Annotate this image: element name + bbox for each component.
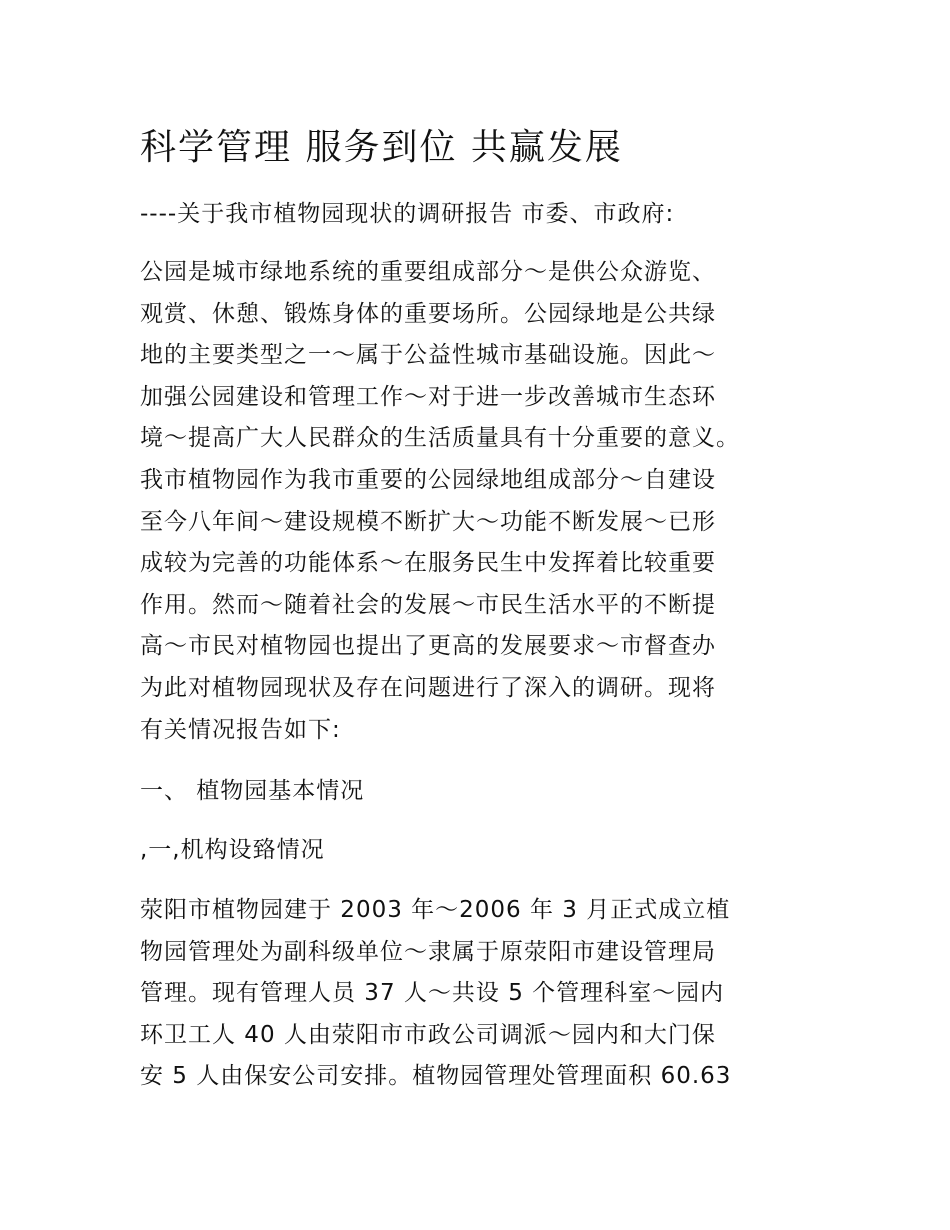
paragraph-line: 成较为完善的功能体系～在服务民生中发挥着比较重要 xyxy=(140,550,716,577)
paragraph-line: 地的主要类型之一～属于公益性城市基础设施。因此～ xyxy=(140,342,716,369)
paragraph-line: 公园是城市绿地系统的重要组成部分～是供公众游览、 xyxy=(140,259,716,285)
paragraph-line: 至今八年间～建设规模不断扩大～功能不断发展～已形 xyxy=(140,508,716,535)
paragraph-line: 为此对植物园现状及存在问题进行了深入的调研。现将 xyxy=(140,674,716,701)
paragraph-line: 物园管理处为副科级单位～隶属于原荥阳市建设管理局 xyxy=(140,938,716,965)
paragraph-line: 有关情况报告如下: xyxy=(140,716,341,743)
paragraph-line: 高～市民对植物园也提出了更高的发展要求～市督查办 xyxy=(140,633,716,660)
paragraph-organization xyxy=(140,890,830,1098)
paragraph-line: 安 5 人由保安公司安排。植物园管理处管理面积 60.63 xyxy=(140,1063,732,1090)
paragraph-line: 荥阳市植物园建于 2003 年～2006 年 3 月正式成立植 xyxy=(140,897,731,923)
document-title: 科学管理 服务到位 共赢发展 xyxy=(140,127,623,168)
paragraph-line: 环卫工人 40 人由荥阳市市政公司调派～园内和大门保 xyxy=(140,1021,716,1048)
paragraph-line: 加强公园建设和管理工作～对于进一步改善城市生态环 xyxy=(140,383,716,410)
paragraph-line: 作用。然而～随着社会的发展～市民生活水平的不断提 xyxy=(140,591,716,618)
paragraph-line: 境～提高广大人民群众的生活质量具有十分重要的意义。 xyxy=(140,425,740,452)
paragraph-line: 我市植物园作为我市重要的公园绿地组成部分～自建设 xyxy=(140,466,716,493)
paragraph-intro xyxy=(140,252,830,751)
paragraph-line: 观赏、休憩、锻炼身体的重要场所。公园绿地是公共绿 xyxy=(140,300,716,327)
section-heading xyxy=(140,771,830,813)
section-heading-text: 一、 植物园基本情况 xyxy=(140,778,365,804)
paragraph-line: 管理。现有管理人员 37 人～共设 5 个管理科室～园内 xyxy=(140,980,725,1007)
subsection-heading-text: ,一,机构设臵情况 xyxy=(140,837,325,863)
subsection-heading xyxy=(140,830,830,872)
document-subtitle: ----关于我市植物园现状的调研报告 市委、市政府: xyxy=(140,201,675,227)
